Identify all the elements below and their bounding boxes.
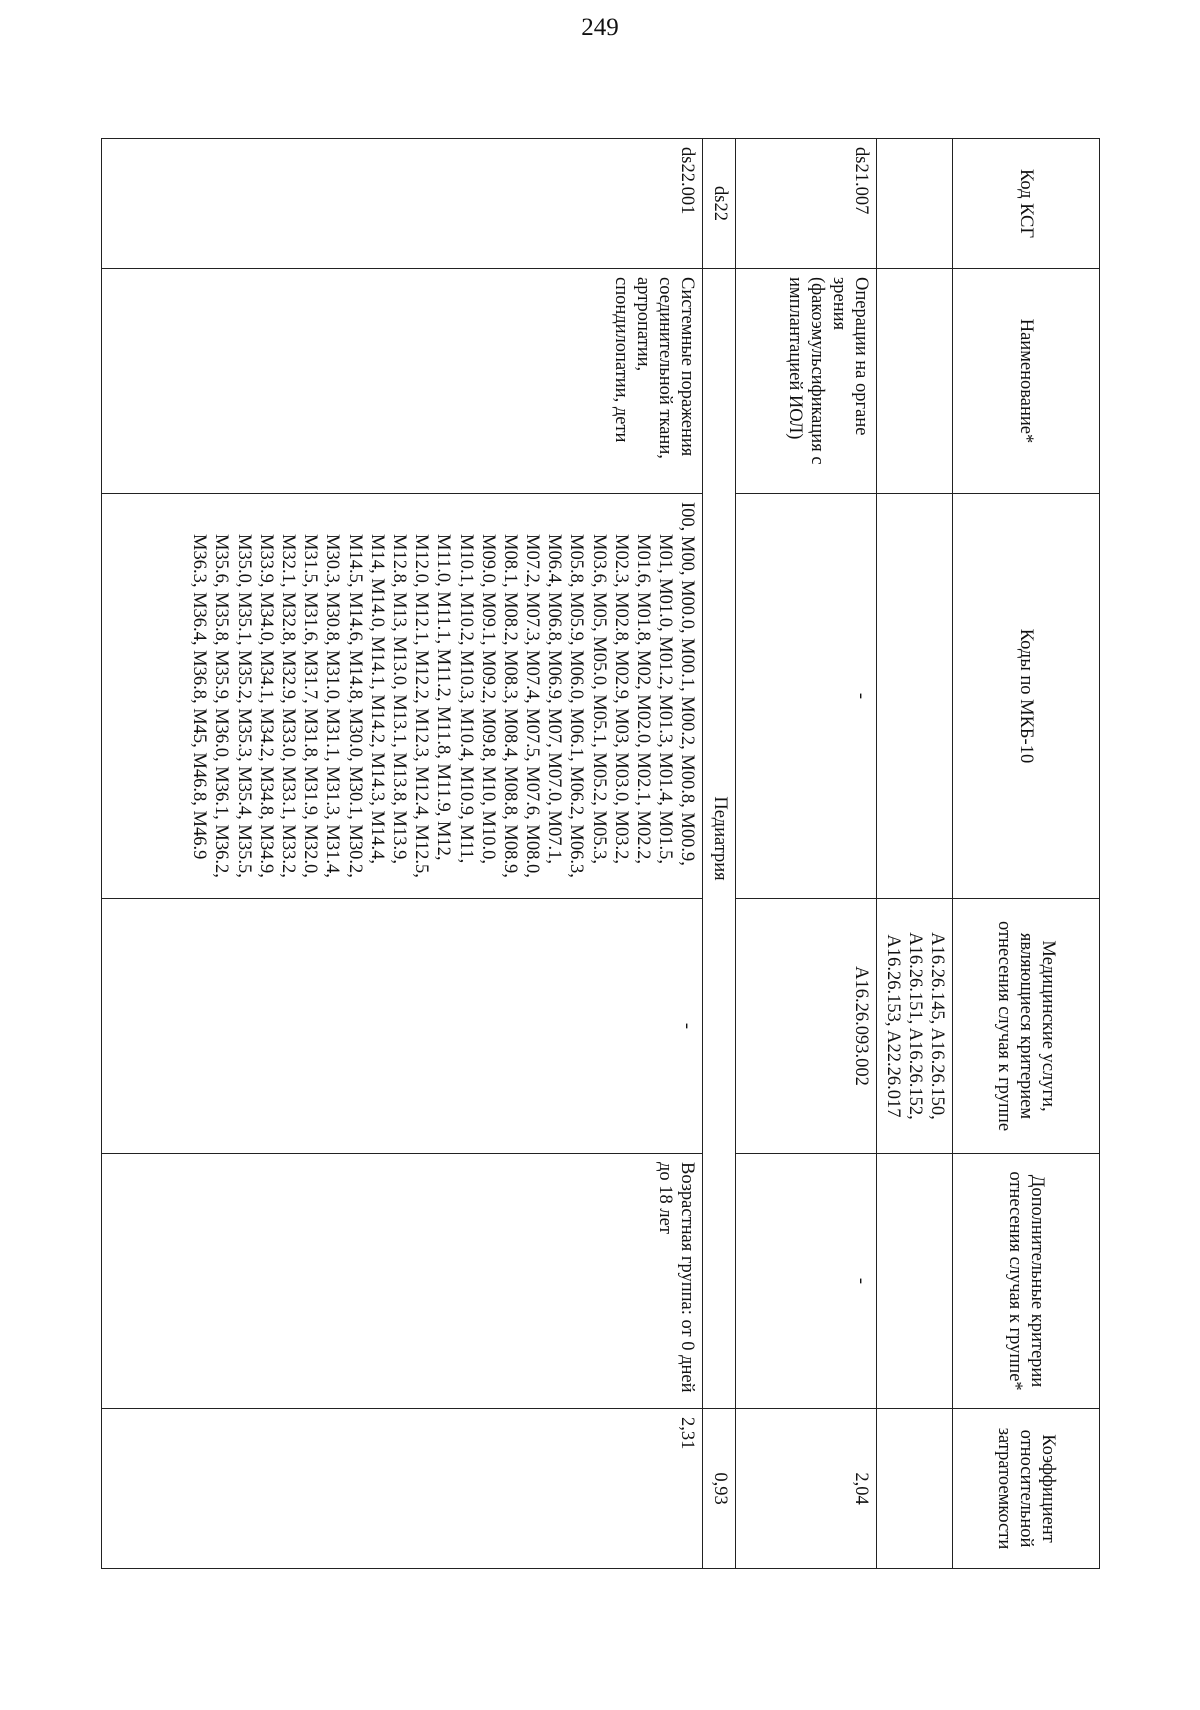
cell-empty <box>877 494 953 899</box>
cell-services: A16.26.093.002 <box>736 899 877 1154</box>
cell-empty <box>877 269 953 494</box>
cell-name: Операции на органе зрения (факоэмульсификация с имплантацией ИОЛ) <box>736 269 877 494</box>
cell-services-continued: A16.26.145, A16.26.150, A16.26.151, A16.26.152, A16.26.153, A22.26.017 <box>877 899 953 1154</box>
cell-section-code: ds22 <box>703 139 736 269</box>
table-row-continuation <box>877 139 953 1569</box>
header-name: Наименование* <box>953 269 1100 494</box>
header-coef: Коэффициент относительной затратоемкости <box>953 1409 1100 1569</box>
rotated-table-wrapper <box>120 138 1100 1568</box>
ksg-table <box>101 138 1100 1569</box>
cell-code: ds21.007 <box>736 139 877 269</box>
cell-section-name: Педиатрия <box>703 269 736 1409</box>
cell-empty <box>877 139 953 269</box>
cell-empty <box>877 1154 953 1409</box>
cell-criteria: Возрастная группа: от 0 дней до 18 лет <box>102 1154 703 1409</box>
cell-section-coef: 0,93 <box>703 1409 736 1569</box>
header-code: Код КСГ <box>953 139 1100 269</box>
header-criteria: Дополнительные критерии отнесения случая к группе* <box>953 1154 1100 1409</box>
header-services: Медицинские услуги, являющиеся критерием отнесения случая к группе <box>953 899 1100 1154</box>
table-row-section-ds22 <box>703 139 736 1569</box>
cell-coef: 2,31 <box>102 1409 703 1569</box>
cell-services: - <box>102 899 703 1154</box>
cell-icd: - <box>736 494 877 899</box>
cell-empty <box>877 1409 953 1569</box>
page-number: 249 <box>581 14 619 41</box>
header-icd: Коды по МКБ-10 <box>953 494 1100 899</box>
cell-icd: I00, M00, M00.0, M00.1, M00.2, M00.8, M00.9, M01, M01.0, M01.2, M01.3, M01.4, M01.5, M01.6, M01.8, M02, M02.0, M02.1, M02.2, M02.3, M02.8, M02.9, M03, M03.0, M03.2, M03.6, M05, M05.0, M05.1, M05.2, M05.3, M05.8, M05.9, M06.0, M06.1, M06.2, M06.3, M06.4, M06.8, M06.9, M07, M07.0, M07.1, M07.2, M07.3, M07.4, M07.5, M07.6, M08.0, M08.1, M08.2, M08.3, M08.4, M08.8, M08.9, M09.0, M09.1, M09.2, M09.8, M10, M10.0, M10.1, M10.2, M10.3, M10.4, M10.9, M11, M11.0, M11.1, M11.2, M11.8, M11.9, M12, M12.0, M12.1, M12.2, M12.3, M12.4, M12.5, M12.8, M13, M13.0, M13.1, M13.8, M13.9, M14, M14.0, M14.1, M14.2, M14.3, M14.4, M14.5, M14.6, M14.8, M30.0, M30.1, M30.2, M30.3, M30.8, M31.0, M31.1, M31.3, M31.4, M31.5, M31.6, M31.7, M31.8, M31.9, M32.0, M32.1, M32.8, M32.9, M33.0, M33.1, M33.2, M33.9, M34.0, M34.1, M34.2, M34.8, M34.9, M35.0, M35.1, M35.2, M35.3, M35.4, M35.5, M35.6, M35.8, M35.9, M36.0, M36.1, M36.2, M36.3, M36.4, M36.8, M45, M46.8, M46.9 <box>102 494 703 899</box>
cell-code: ds22.001 <box>102 139 703 269</box>
cell-criteria: - <box>736 1154 877 1409</box>
cell-name: Системные поражения соединительной ткани, артропатии, спондилопатии, дети <box>102 269 703 494</box>
table-header-row <box>953 139 1100 1569</box>
table-row-ds21-007 <box>736 139 877 1569</box>
table-row-ds22-001 <box>102 139 703 1569</box>
cell-coef: 2,04 <box>736 1409 877 1569</box>
